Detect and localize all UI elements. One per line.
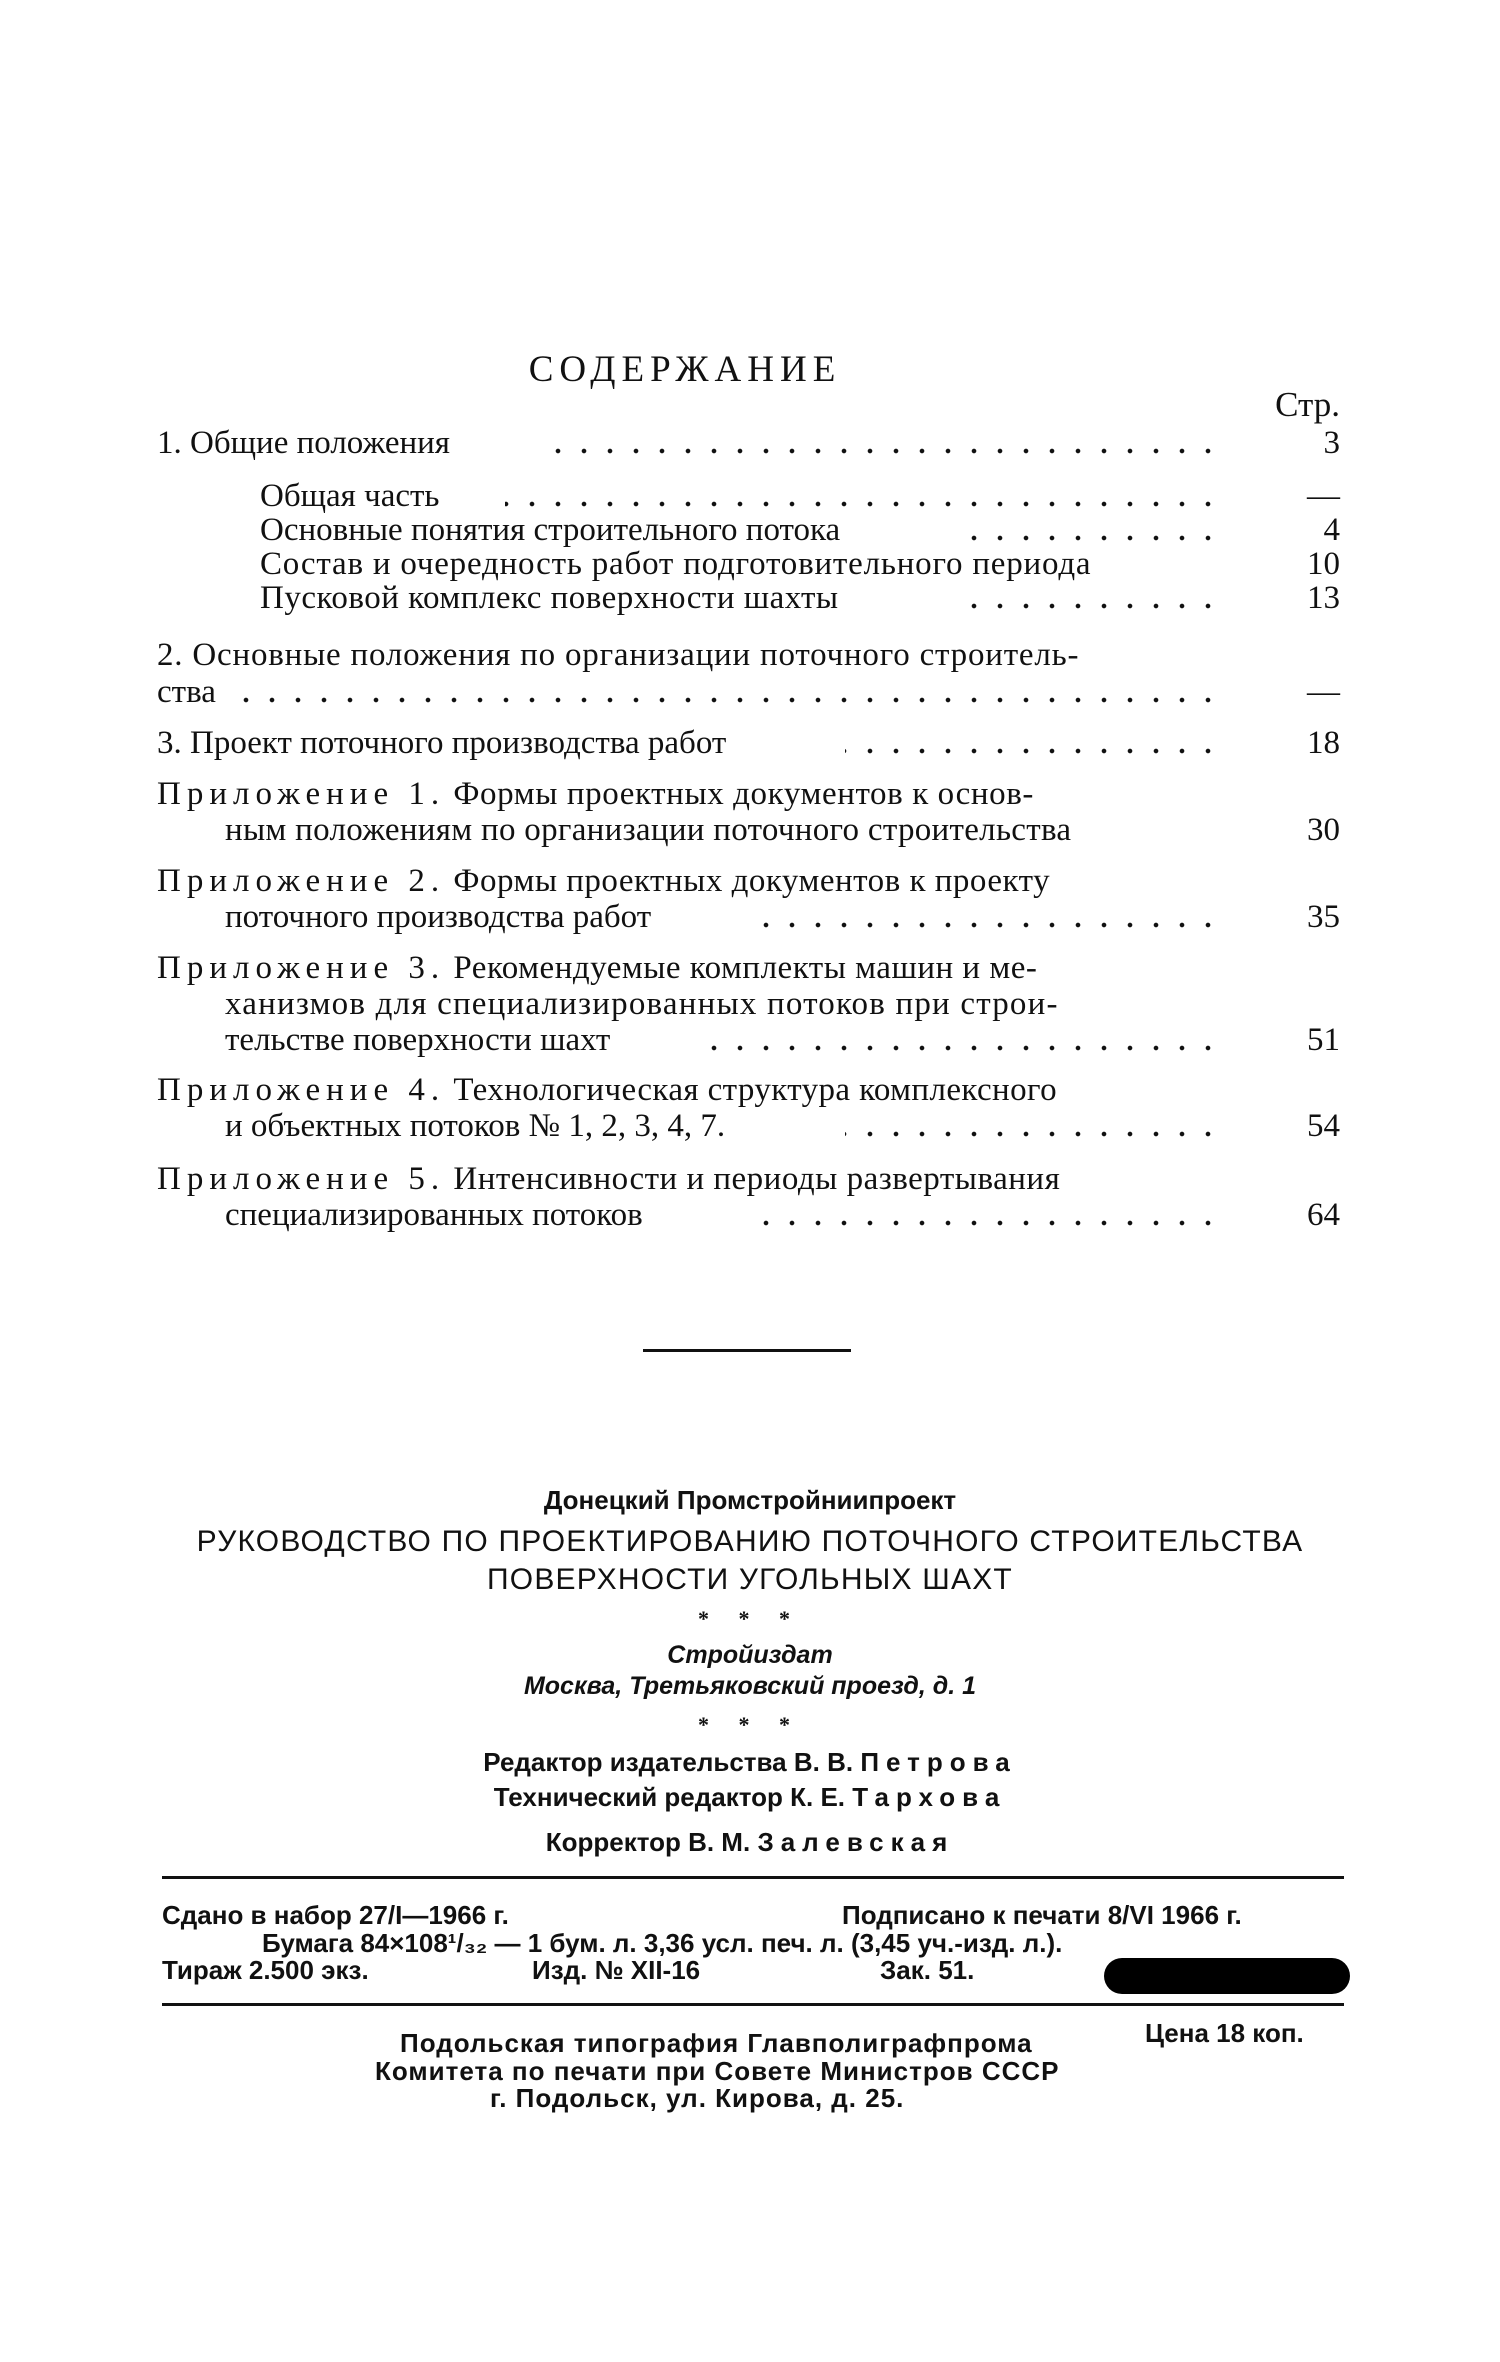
toc-entry-page: 51	[1307, 1022, 1340, 1058]
appendix-label: Приложение 5.	[157, 1161, 446, 1197]
imprint-izd: Изд. № XII-16	[532, 1955, 701, 1985]
redaction-mark	[1104, 1958, 1350, 1994]
publisher-address: Москва, Третьяковский проезд, д. 1	[523, 1672, 977, 1700]
publisher-house: Стройиздат	[667, 1641, 833, 1669]
toc-entry-continuation	[0, 811, 1340, 849]
toc-entry-text: ным положениям по организации поточного строительства	[225, 812, 1072, 848]
toc-entry-text: Технологическая структура комплексного	[453, 1072, 1058, 1108]
toc-entry-page: 30	[1307, 812, 1340, 848]
toc-entry-text: Формы проектных документов к основ-	[453, 776, 1034, 812]
toc-leader-dots	[965, 603, 1221, 609]
imprint-paper: Бумага 84×108¹/₃₂ — 1 бум. л. 3,36 усл. печ. л. (3,45 уч.-изд. л.).	[262, 1928, 1063, 1958]
toc-leader-dots	[225, 697, 1221, 703]
toc-entry-continuation	[0, 898, 1340, 936]
toc-entry-page: 4	[1323, 512, 1340, 548]
appendix-label: Приложение 2.	[157, 863, 446, 899]
corrector-name: Залевская	[757, 1827, 955, 1857]
imprint-rule-top	[162, 1876, 1344, 1879]
toc-entry-page: 18	[1307, 725, 1340, 761]
toc-entry-text: 1. Общие положения	[157, 425, 450, 461]
toc-leader-dots	[965, 535, 1221, 541]
toc-entry-text: Основные понятия строительного потока	[260, 512, 841, 548]
toc-title: СОДЕРЖАНИЕ	[528, 349, 842, 390]
toc-entry-page: —	[1307, 478, 1340, 514]
toc-entry	[0, 949, 1340, 987]
toc-leader-dots	[705, 1045, 1221, 1051]
editor-line	[0, 1747, 1500, 1778]
toc-entry-text: Рекомендуемые комплекты машин и ме-	[453, 950, 1038, 986]
toc-entry	[0, 636, 1340, 674]
corrector-label: Корректор В. М.	[545, 1827, 751, 1857]
book-title-line2: ПОВЕРХНОСТИ УГОЛЬНЫХ ШАХТ	[487, 1563, 1013, 1596]
toc-entry-page: —	[1307, 674, 1340, 710]
imprint-run: Тираж 2.500 экз.	[162, 1955, 369, 1985]
price: Цена 18 коп.	[1145, 2018, 1304, 2048]
tech-editor-line	[0, 1782, 1500, 1813]
appendix-label: Приложение 1.	[157, 776, 446, 812]
toc-entry-text: поточного производства работ	[225, 899, 652, 935]
publisher-org: Донецкий Промстройниипроект	[543, 1485, 957, 1515]
imprint-signed: Подписано к печати 8/VI 1966 г.	[842, 1900, 1242, 1930]
toc-entry	[0, 424, 1340, 462]
editor-label: Редактор издательства В. В.	[483, 1747, 854, 1777]
imprint-rule-bottom	[162, 2003, 1344, 2006]
toc-leader-dots	[505, 501, 1221, 507]
section-divider	[643, 1349, 851, 1352]
toc-entry-text: ства	[157, 674, 216, 710]
toc-entry-continuation	[0, 1196, 1340, 1234]
toc-entry-page: 10	[1307, 546, 1340, 582]
toc-entry-page: 54	[1307, 1108, 1340, 1144]
appendix-label: Приложение 4.	[157, 1072, 446, 1108]
imprint-order: Зак. 51.	[880, 1955, 975, 1985]
toc-entry-continuation	[0, 985, 1340, 1023]
toc-entry-text: и объектных потоков № 1, 2, 3, 4, 7.	[225, 1108, 726, 1144]
toc-leader-dots	[755, 922, 1221, 928]
tech-editor-name: Тархова	[852, 1782, 1007, 1812]
toc-entry	[0, 579, 1340, 617]
toc-entry	[0, 775, 1340, 813]
toc-entry	[0, 545, 1340, 583]
toc-entry-text: Пусковой комплекс поверхности шахты	[260, 580, 839, 616]
toc-entry-text: Формы проектных документов к проекту	[453, 863, 1051, 899]
editor-name: Петрова	[860, 1747, 1017, 1777]
toc-entry	[0, 511, 1340, 549]
toc-entry-text: ханизмов для специализированных потоков при строи-	[225, 986, 1059, 1022]
printer-line3: г. Подольск, ул. Кирова, д. 25.	[490, 2083, 905, 2113]
ornament-stars: * * *	[698, 1712, 802, 1737]
corrector-line	[0, 1827, 1500, 1858]
printer-line1: Подольская типография Главполиграфпрома	[400, 2028, 1033, 2058]
ornament-stars: * * *	[698, 1606, 802, 1631]
toc-entry-continuation	[0, 1021, 1340, 1059]
toc-entry-text: Состав и очередность работ подготовительного периода	[260, 546, 1092, 582]
toc-entry-text: 3. Проект поточного производства работ	[157, 725, 727, 761]
toc-entry-text: Общая часть	[260, 478, 440, 514]
toc-entry	[0, 724, 1340, 762]
toc-leader-dots	[845, 1131, 1221, 1137]
toc-entry	[0, 1071, 1340, 1109]
toc-entry-text: 2. Основные положения по организации поточного строитель-	[157, 637, 1080, 673]
toc-entry-page: 13	[1307, 580, 1340, 616]
imprint-submitted: Сдано в набор 27/I—1966 г.	[162, 1900, 509, 1930]
toc-entry-text: тельстве поверхности шахт	[225, 1022, 611, 1058]
printer-line2: Комитета по печати при Совете Министров СССР	[375, 2056, 1060, 2086]
toc-entry-text: Интенсивности и периоды развертывания	[453, 1161, 1061, 1197]
tech-editor-label: Технический редактор К. Е.	[493, 1782, 846, 1812]
toc-entry	[0, 1160, 1340, 1198]
toc-entry-text: специализированных потоков	[225, 1197, 643, 1233]
toc-entry-page: 35	[1307, 899, 1340, 935]
toc-leader-dots	[845, 748, 1221, 754]
toc-leader-dots	[755, 1220, 1221, 1226]
toc-entry	[0, 862, 1340, 900]
toc-entry-continuation	[0, 673, 1340, 711]
toc-leader-dots	[545, 448, 1221, 454]
appendix-label: Приложение 3.	[157, 950, 446, 986]
toc-page-header: Стр.	[1275, 385, 1340, 424]
toc-entry-continuation	[0, 1107, 1340, 1145]
toc-entry-page: 3	[1323, 425, 1340, 461]
toc-entry-page: 64	[1307, 1197, 1340, 1233]
book-title-line1: РУКОВОДСТВО ПО ПРОЕКТИРОВАНИЮ ПОТОЧНОГО СТРОИТЕЛЬСТВА	[196, 1525, 1304, 1558]
toc-entry	[0, 477, 1340, 515]
